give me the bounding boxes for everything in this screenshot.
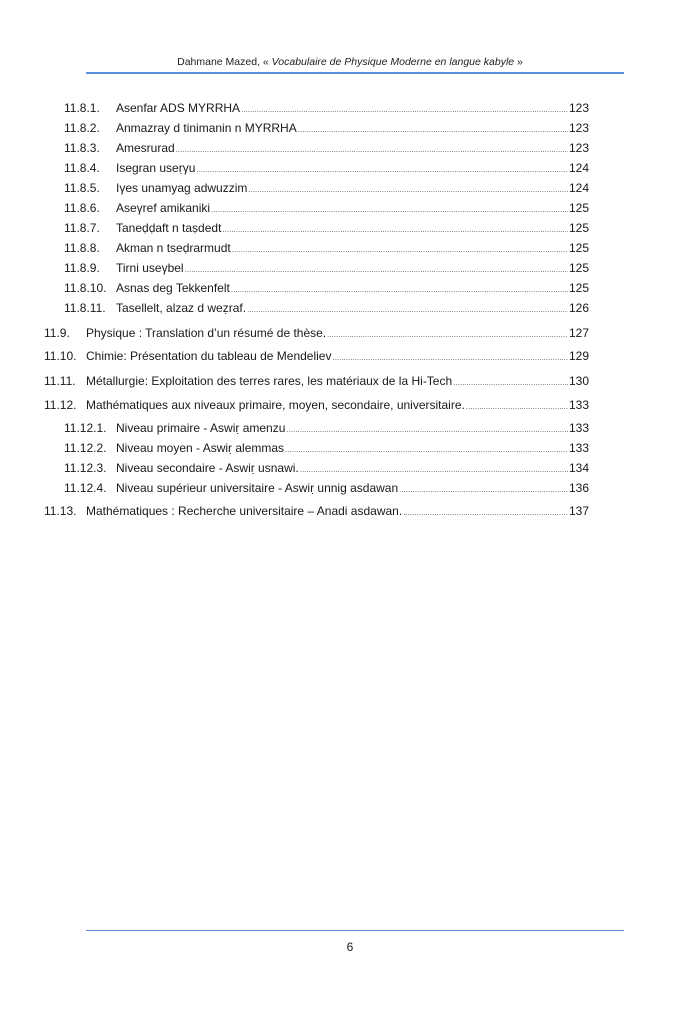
- toc-number: 11.8.6.: [64, 201, 100, 215]
- toc-number: 11.8.5.: [64, 181, 100, 195]
- toc-number: 11.8.2.: [64, 121, 100, 135]
- toc-title: Taneḍḍaft n taṣdedt: [116, 221, 222, 235]
- toc-leader-dots: [327, 326, 568, 344]
- toc-title: Iγes unamyag adwuzzim: [116, 181, 248, 195]
- toc-title: Métallurgie: Exploitation des terres rares, les matériaux de la Hi-Tech: [86, 374, 453, 388]
- header-author: Dahmane Mazed, «: [177, 56, 272, 68]
- header-close: »: [514, 56, 523, 68]
- footer-rule: [86, 930, 624, 931]
- toc-entry[interactable]: [44, 396, 589, 414]
- toc-page: 126: [568, 301, 589, 315]
- toc-entry[interactable]: [64, 199, 589, 217]
- toc-title: Anmazray d tinimanin n MYRRHA: [116, 121, 297, 135]
- toc-leader-dots: [211, 201, 568, 219]
- toc-title: Tasellelt, alzaz d weẓraf.: [116, 301, 247, 315]
- toc-leader-dots: [185, 261, 568, 279]
- toc-number: 11.8.4.: [64, 161, 100, 175]
- toc-entry[interactable]: [64, 119, 589, 137]
- toc-entry[interactable]: [44, 324, 589, 342]
- toc-number: 11.8.8.: [64, 241, 100, 255]
- toc-number: 11.12.3.: [64, 461, 107, 475]
- toc-number: 11.8.10.: [64, 281, 107, 295]
- toc-number: 11.8.7.: [64, 221, 100, 235]
- toc-leader-dots: [176, 141, 568, 159]
- toc-leader-dots: [222, 221, 568, 239]
- toc-title: Mathématiques : Recherche universitaire – Anadi asdawan.: [86, 504, 403, 518]
- toc-title: Aseγref amikaniki: [116, 201, 211, 215]
- toc-number: 11.12.4.: [64, 481, 107, 495]
- toc-title: Niveau secondaire - Aswiṛ usnawi.: [116, 461, 299, 475]
- header-rule: [86, 72, 624, 74]
- running-header: [0, 56, 700, 68]
- toc-number: 11.10.: [44, 349, 77, 363]
- toc-page: 123: [568, 101, 589, 115]
- toc-entry[interactable]: [64, 179, 589, 197]
- toc-title: Isegran useṛγu: [116, 161, 196, 175]
- toc-number: 11.13.: [44, 504, 77, 518]
- toc-entry[interactable]: [64, 259, 589, 277]
- toc-title: Asnas deg Tekkenfelt: [116, 281, 230, 295]
- toc-page: 125: [568, 241, 589, 255]
- toc-leader-dots: [286, 421, 568, 439]
- toc-entry[interactable]: [64, 159, 589, 177]
- toc-title: Amesrurad: [116, 141, 175, 155]
- toc-leader-dots: [241, 101, 568, 119]
- toc-leader-dots: [285, 441, 568, 459]
- toc-entry[interactable]: [64, 99, 589, 117]
- toc-leader-dots: [232, 241, 568, 259]
- toc-leader-dots: [247, 301, 568, 319]
- toc-title: Chimie: Présentation du tableau de Mendeliev: [86, 349, 332, 363]
- toc-leader-dots: [466, 398, 568, 416]
- toc-number: 11.9.: [44, 326, 70, 340]
- toc-page: 127: [568, 326, 589, 340]
- toc-leader-dots: [300, 461, 568, 479]
- toc-entry[interactable]: [64, 439, 589, 457]
- toc-title: Mathématiques aux niveaux primaire, moyen, secondaire, universitaire.: [86, 398, 465, 412]
- toc-entry[interactable]: [64, 459, 589, 477]
- toc-number: 11.8.11.: [64, 301, 106, 315]
- toc-page: 134: [568, 461, 589, 475]
- toc-number: 11.12.: [44, 398, 77, 412]
- toc-entry[interactable]: [64, 239, 589, 257]
- toc-page: 124: [568, 181, 589, 195]
- toc-page: 125: [568, 201, 589, 215]
- toc-entry[interactable]: [64, 419, 589, 437]
- toc-title: Tirni useγbel: [116, 261, 184, 275]
- toc-number: 11.8.3.: [64, 141, 100, 155]
- toc-entry[interactable]: [64, 299, 589, 317]
- toc-entry[interactable]: [64, 479, 589, 497]
- toc-leader-dots: [196, 161, 568, 179]
- toc-page: 123: [568, 141, 589, 155]
- toc-entry[interactable]: [64, 139, 589, 157]
- toc-leader-dots: [403, 504, 568, 522]
- page-number: 6: [346, 940, 354, 954]
- toc-leader-dots: [399, 481, 568, 499]
- toc-title: Physique : Translation d’un résumé de thèse.: [86, 326, 327, 340]
- toc-title: Niveau primaire - Aswiṛ amenzu: [116, 421, 286, 435]
- toc-number: 11.11.: [44, 374, 76, 388]
- toc-page: 124: [568, 161, 589, 175]
- toc-number: 11.8.1.: [64, 101, 100, 115]
- toc-entry[interactable]: [44, 347, 589, 365]
- toc-entry[interactable]: [64, 279, 589, 297]
- toc-page: 133: [568, 421, 589, 435]
- toc-title: Niveau moyen - Aswiṛ alemmas: [116, 441, 285, 455]
- toc-page: 129: [568, 349, 589, 363]
- toc-title: Asenfar ADS MYRRHA: [116, 101, 241, 115]
- toc-page: 136: [568, 481, 589, 495]
- toc-leader-dots: [231, 281, 568, 299]
- toc-entry[interactable]: [44, 372, 589, 390]
- toc-leader-dots: [453, 374, 568, 392]
- toc-entry[interactable]: [64, 219, 589, 237]
- toc-page: 125: [568, 221, 589, 235]
- header-book-title: Vocabulaire de Physique Moderne en langue kabyle: [271, 56, 515, 68]
- toc-number: 11.12.1.: [64, 421, 107, 435]
- toc-title: Akman n tseḍrarmudt: [116, 241, 231, 255]
- toc-page: 133: [568, 441, 589, 455]
- toc-leader-dots: [248, 181, 568, 199]
- toc-page: 137: [568, 504, 589, 518]
- toc-leader-dots: [332, 349, 567, 367]
- toc-number: 11.12.2.: [64, 441, 107, 455]
- toc-entry[interactable]: [44, 502, 589, 520]
- toc-page: 125: [568, 281, 589, 295]
- toc-page: 123: [568, 121, 589, 135]
- toc-page: 130: [568, 374, 589, 388]
- toc-page: 133: [568, 398, 589, 412]
- toc-number: 11.8.9.: [64, 261, 100, 275]
- toc-page: 125: [568, 261, 589, 275]
- toc-title: Niveau supérieur universitaire - Aswiṛ unnig asdawan: [116, 481, 399, 495]
- toc-leader-dots: [298, 121, 568, 139]
